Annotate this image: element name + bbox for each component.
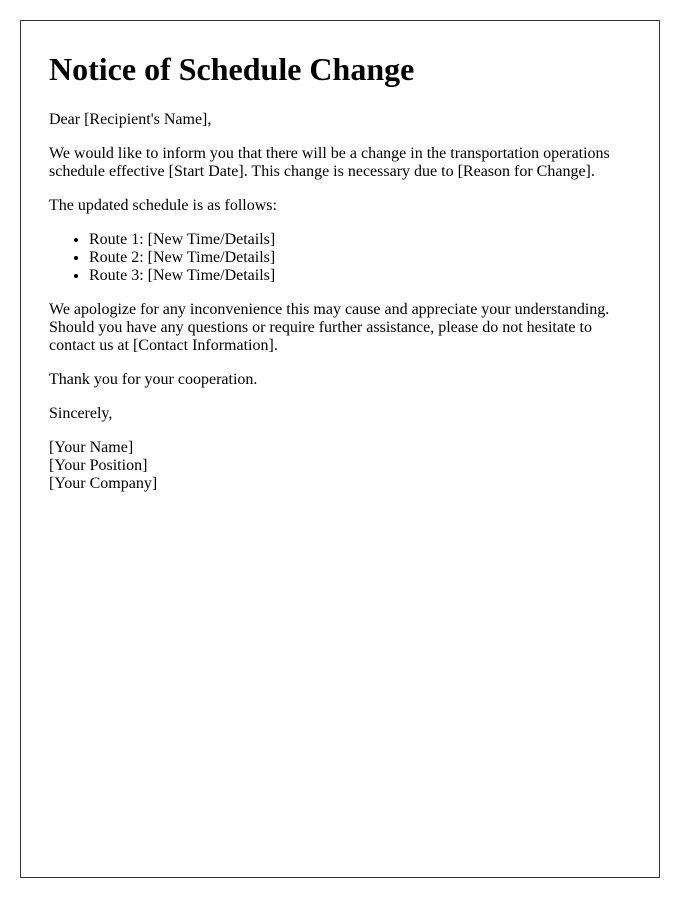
- route-item-2: • Route 2: [New Time/Details]: [89, 249, 631, 267]
- intro-paragraph: We would like to inform you that there will be a change in the transportation operations schedule effective [Start Date]. This change is necessary due to [Reason for Change].: [49, 145, 610, 180]
- signature-block: [49, 439, 631, 493]
- route-item-1: • Route 1: [New Time/Details]: [89, 231, 631, 249]
- closing: Sincerely,: [49, 405, 113, 422]
- route-item-3: • Route 3: [New Time/Details]: [89, 267, 631, 285]
- route-list: [49, 231, 631, 285]
- signature-company: [Your Company]: [49, 475, 158, 492]
- schedule-intro: The updated schedule is as follows:: [49, 197, 277, 214]
- apology-paragraph: We apologize for any inconvenience this may cause and appreciate your understanding. Should you have any questions or require further assistance, please do not hesitate to contact us at [Contact Information].: [49, 301, 610, 354]
- letter-page: [20, 20, 660, 878]
- signature-position: [Your Position]: [49, 457, 148, 474]
- thanks-paragraph: Thank you for your cooperation.: [49, 371, 258, 388]
- letter-body: [49, 49, 631, 493]
- salutation: Dear [Recipient's Name],: [49, 111, 212, 128]
- letter-title: Notice of Schedule Change: [49, 51, 415, 87]
- signature-name: [Your Name]: [49, 439, 134, 456]
